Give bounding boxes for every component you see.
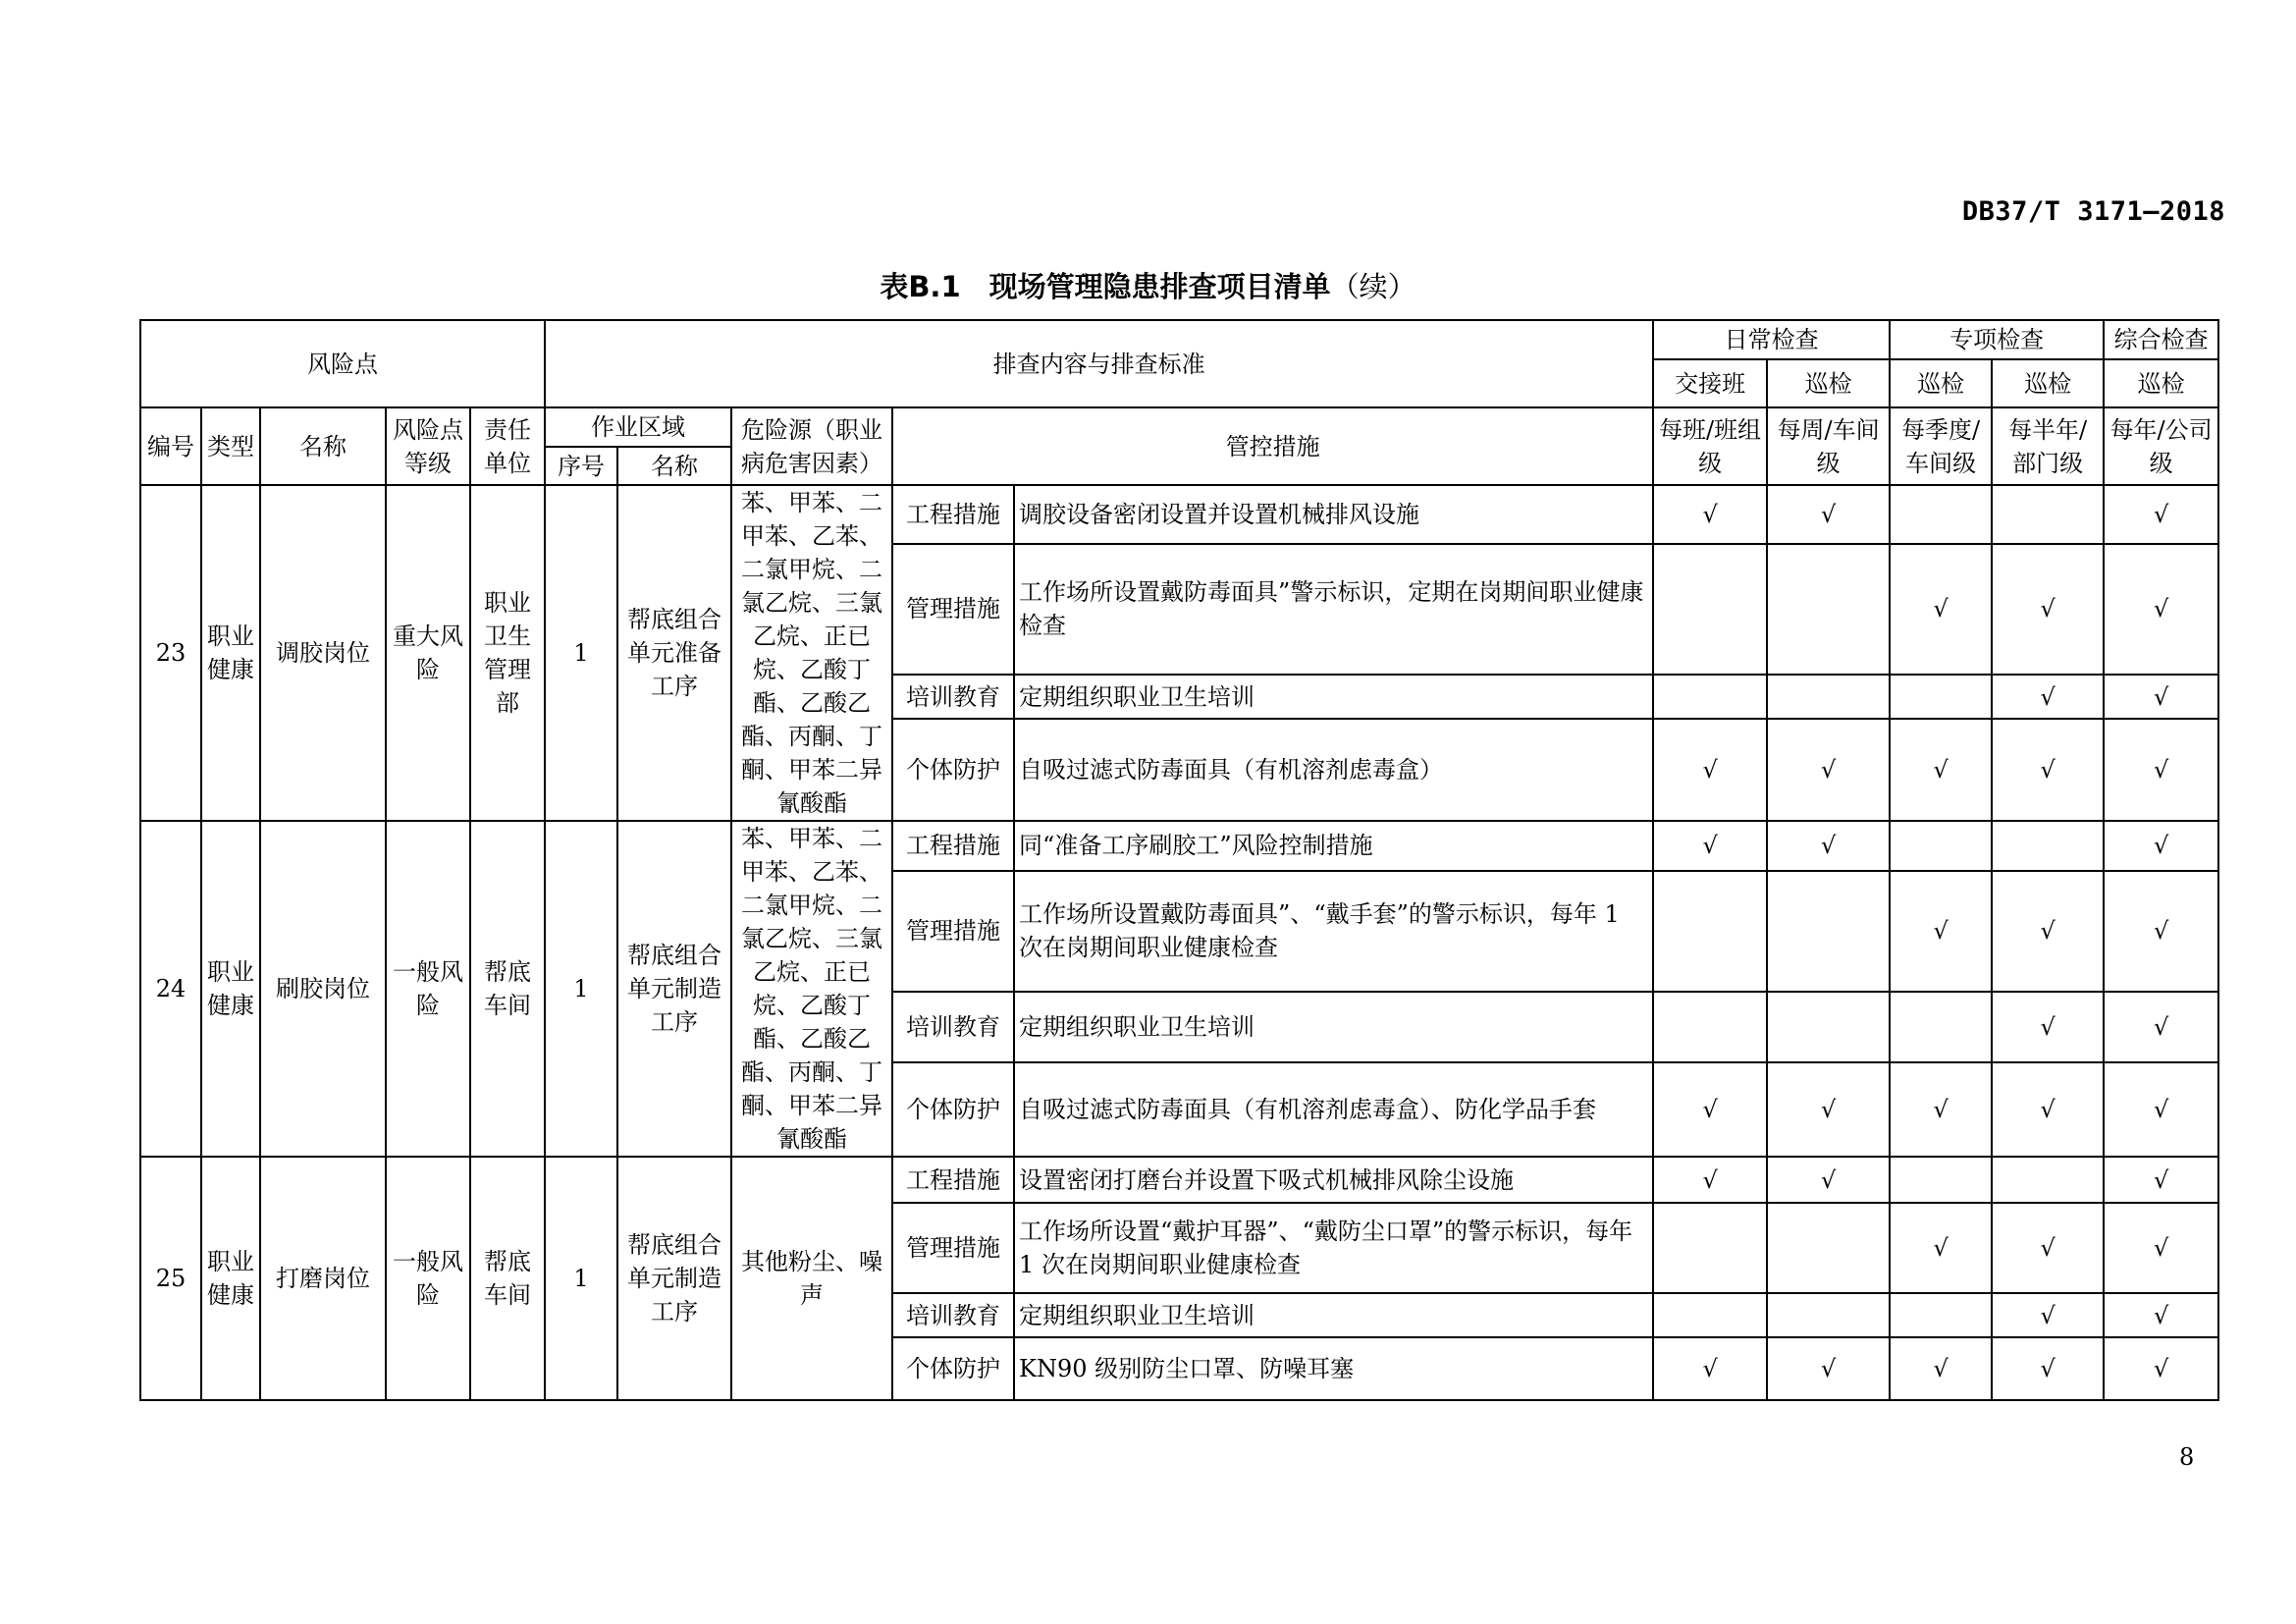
check-mark: √ [1653,821,1767,871]
check-mark: √ [1992,544,2104,675]
header-frequency: 每周/车间级 [1767,407,1890,485]
risk-level: 一般风险 [386,1157,470,1400]
header-responsible-unit: 责任单位 [470,407,545,485]
check-mark: √ [1890,871,1992,992]
check-cell [1890,1157,1992,1203]
header-patrol: 巡检 [1890,359,1992,407]
measure-text: 自吸过滤式防毒面具（有机溶剂虑毒盒）、防化学品手套 [1014,1062,1653,1157]
check-mark: √ [1653,719,1767,821]
check-mark: √ [1992,871,2104,992]
measure-text: 同“准备工序刷胶工”风险控制措施 [1014,821,1653,871]
check-cell [1992,485,2104,544]
check-mark: √ [2104,1293,2218,1337]
check-mark: √ [2104,544,2218,675]
header-number: 编号 [140,407,201,485]
check-mark: √ [2104,871,2218,992]
check-cell [1767,544,1890,675]
check-mark: √ [2104,1062,2218,1157]
header-type: 类型 [201,407,260,485]
risk-number: 23 [140,485,201,821]
work-area-sequence: 1 [545,821,617,1157]
work-area-name: 帮底组合单元准备工序 [617,485,731,821]
check-cell [1767,871,1890,992]
check-mark: √ [1767,719,1890,821]
check-mark: √ [1992,1337,2104,1400]
measure-category: 管理措施 [892,544,1014,675]
risk-type: 职业健康 [201,485,260,821]
measure-category: 个体防护 [892,1062,1014,1157]
header-patrol: 巡检 [1992,359,2104,407]
check-cell [1992,1157,2104,1203]
header-comprehensive-check: 综合检查 [2104,320,2218,359]
measure-text: 调胶设备密闭设置并设置机械排风设施 [1014,485,1653,544]
measure-category: 培训教育 [892,675,1014,719]
check-mark: √ [2104,1157,2218,1203]
header-area-name: 名称 [617,447,731,485]
check-cell [1653,871,1767,992]
check-mark: √ [1890,1062,1992,1157]
header-patrol: 巡检 [1767,359,1890,407]
check-mark: √ [1767,485,1890,544]
header-special-check: 专项检查 [1890,320,2104,359]
check-mark: √ [1767,821,1890,871]
risk-name: 打磨岗位 [260,1157,386,1400]
header-frequency: 每季度/车间级 [1890,407,1992,485]
check-mark: √ [1767,1157,1890,1203]
check-mark: √ [2104,992,2218,1063]
check-mark: √ [1890,719,1992,821]
risk-block-23 [140,485,2218,821]
header-control-measures: 管控措施 [892,407,1653,485]
work-area-name: 帮底组合单元制造工序 [617,821,731,1157]
check-mark: √ [1653,1062,1767,1157]
check-cell [1890,675,1992,719]
header-frequency: 每半年/部门级 [1992,407,2104,485]
check-cell [1890,821,1992,871]
check-mark: √ [1890,1337,1992,1400]
work-area-name: 帮底组合单元制造工序 [617,1157,731,1400]
check-mark: √ [1992,1203,2104,1293]
risk-type: 职业健康 [201,821,260,1157]
check-mark: √ [2104,485,2218,544]
measure-text: KN90 级别防尘口罩、防噪耳塞 [1014,1337,1653,1400]
measure-text: 定期组织职业卫生培训 [1014,1293,1653,1337]
risk-number: 25 [140,1157,201,1400]
check-cell [1890,485,1992,544]
header-name: 名称 [260,407,386,485]
responsible-unit: 职业卫生管理部 [470,485,545,821]
check-cell [1992,821,2104,871]
check-cell [1653,675,1767,719]
check-cell [1767,1203,1890,1293]
measure-text: 定期组织职业卫生培训 [1014,992,1653,1063]
check-mark: √ [2104,821,2218,871]
measure-category: 工程措施 [892,1157,1014,1203]
check-mark: √ [2104,719,2218,821]
work-area-sequence: 1 [545,1157,617,1400]
measure-category: 培训教育 [892,992,1014,1063]
check-mark: √ [2104,1337,2218,1400]
risk-number: 24 [140,821,201,1157]
table-title [0,265,2296,305]
header-handover: 交接班 [1653,359,1767,407]
check-mark: √ [1992,992,2104,1063]
measure-category: 个体防护 [892,1337,1014,1400]
header-content: 排查内容与排查标准 [545,320,1653,407]
check-mark: √ [1653,1157,1767,1203]
check-cell [1653,1293,1767,1337]
standard-code: DB37/T 3171—2018 [1961,196,2225,227]
header-daily-check: 日常检查 [1653,320,1890,359]
measure-category: 工程措施 [892,821,1014,871]
header-risk-point: 风险点 [140,320,545,407]
measure-category: 工程措施 [892,485,1014,544]
check-mark: √ [1653,485,1767,544]
table-title-main: 表B.1 现场管理隐患排查项目清单 [880,270,1331,303]
measure-category: 个体防护 [892,719,1014,821]
hazard-source: 苯、甲苯、二甲苯、乙苯、二氯甲烷、二氯乙烷、三氯乙烷、正已烷、乙酸丁酯、乙酸乙酯、丙酮、丁酮、甲苯二异氰酸酯 [731,821,892,1157]
check-mark: √ [2104,1203,2218,1293]
check-cell [1653,992,1767,1063]
inspection-table [139,319,2219,1401]
check-mark: √ [2104,675,2218,719]
check-mark: √ [1890,1203,1992,1293]
measure-category: 管理措施 [892,1203,1014,1293]
risk-type: 职业健康 [201,1157,260,1400]
check-cell [1890,1293,1992,1337]
check-mark: √ [1992,1062,2104,1157]
header-work-area: 作业区域 [545,407,731,447]
risk-block-24 [140,821,2218,1157]
check-mark: √ [1767,1062,1890,1157]
table-title-continued: （续） [1330,270,1416,303]
risk-name: 刷胶岗位 [260,821,386,1157]
risk-level: 重大风险 [386,485,470,821]
check-cell [1767,1293,1890,1337]
measure-text: 工作场所设置“戴护耳器”、“戴防尘口罩”的警示标识，每年 1 次在岗期间职业健康检查 [1014,1203,1653,1293]
check-mark: √ [1992,1293,2104,1337]
check-mark: √ [1653,1337,1767,1400]
check-mark: √ [1767,1337,1890,1400]
risk-name: 调胶岗位 [260,485,386,821]
check-cell [1653,1203,1767,1293]
measure-category: 管理措施 [892,871,1014,992]
hazard-source: 苯、甲苯、二甲苯、乙苯、二氯甲烷、二氯乙烷、三氯乙烷、正已烷、乙酸丁酯、乙酸乙酯、丙酮、丁酮、甲苯二异氰酸酯 [731,485,892,821]
check-cell [1767,992,1890,1063]
check-cell [1767,675,1890,719]
check-mark: √ [1890,544,1992,675]
check-mark: √ [1992,719,2104,821]
responsible-unit: 帮底车间 [470,821,545,1157]
measure-text: 工作场所设置戴防毒面具”警示标识，定期在岗期间职业健康检查 [1014,544,1653,675]
risk-block-25 [140,1157,2218,1400]
header-patrol: 巡检 [2104,359,2218,407]
work-area-sequence: 1 [545,485,617,821]
responsible-unit: 帮底车间 [470,1157,545,1400]
header-frequency: 每年/公司级 [2104,407,2218,485]
check-cell [1890,992,1992,1063]
header-risk-level: 风险点等级 [386,407,470,485]
risk-level: 一般风险 [386,821,470,1157]
check-mark: √ [1992,675,2104,719]
hazard-source: 其他粉尘、噪声 [731,1157,892,1400]
measure-text: 定期组织职业卫生培训 [1014,675,1653,719]
header-sequence: 序号 [545,447,617,485]
measure-category: 培训教育 [892,1293,1014,1337]
measure-text: 工作场所设置戴防毒面具”、“戴手套”的警示标识，每年 1 次在岗期间职业健康检查 [1014,871,1653,992]
page-number: 8 [2179,1443,2195,1471]
check-cell [1653,544,1767,675]
header-frequency: 每班/班组级 [1653,407,1767,485]
measure-text: 自吸过滤式防毒面具（有机溶剂虑毒盒） [1014,719,1653,821]
header-hazard: 危险源（职业病危害因素） [731,407,892,485]
measure-text: 设置密闭打磨台并设置下吸式机械排风除尘设施 [1014,1157,1653,1203]
